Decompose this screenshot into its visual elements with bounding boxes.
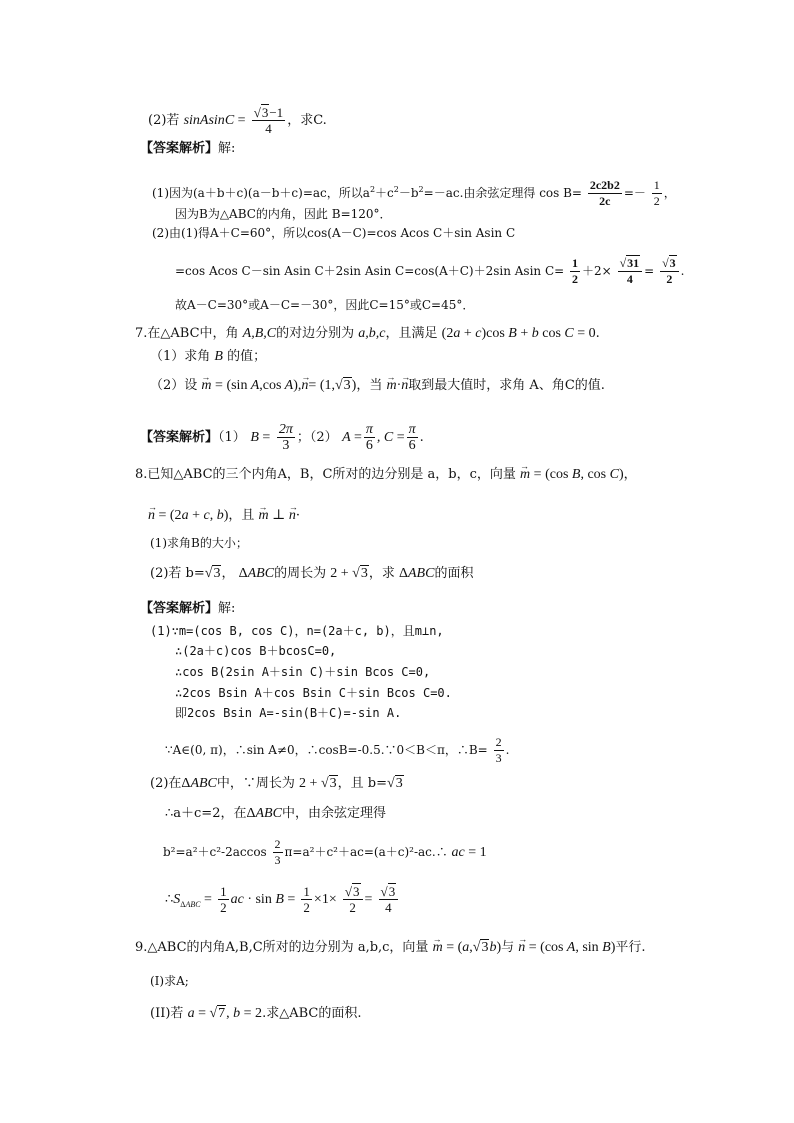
solution-8-line-3: ∴cos B(2sin A＋sin C)＋sin Bcos C=0, bbox=[175, 665, 431, 679]
solution-8-line-7: (2)在ΔABC中，∵周长为 2 + √3，且 b=√3 bbox=[150, 776, 403, 791]
question-8-part-2: (2)若 b=√3， ΔABC的周长为 2 + √3，求 ΔABC的面积 bbox=[150, 566, 474, 581]
solution-line-2: 因为B为△ABC的内角，因此 B=120°． bbox=[175, 207, 392, 221]
fraction: $\frac{1}{2}$ bbox=[220, 884, 227, 915]
fraction: $\frac{√3}{2}$ bbox=[343, 884, 363, 915]
fraction: $\frac{√3-1}{4}$ bbox=[253, 105, 284, 136]
solution-8-line-5: 即2cos Bsin A=-sin(B＋C)=-sin A. bbox=[175, 706, 402, 720]
question-7-part-2: （2）设 → m = (sin A,cos A),→ n= (1,√3)，当 → m·→ n取到最大值时，求角 A、角C的值. bbox=[150, 378, 605, 394]
solution-8-line-1: (1)∵m=(cos B, cos C)，n=(2a＋c, b)，且m⊥n, bbox=[150, 624, 444, 638]
solution-8-line-8: ∴a＋c=2，在ΔABC中，由余弦定理得 bbox=[165, 806, 386, 821]
solution-8-line-10: $\therefore S_{\Delta ABC}$ = $\frac{1}{2}$ ac · sin B = $\frac{1}{2}$ ×1× $\frac{√3}{2}$ = $\frac{√3}{4}$ bbox=[165, 884, 400, 915]
question-7-part-1: （1）求角 B 的值； bbox=[150, 349, 267, 364]
answer-heading: 【答案解析】解: bbox=[140, 141, 236, 156]
fraction: $\frac{√3}{4}$ bbox=[379, 884, 399, 915]
fraction: $\frac{\pi}{6}$ bbox=[365, 422, 373, 453]
solution-line-4: =cos Acos C－sin Asin C＋2sin Asin C=cos(A＋C)＋2sin Asin C= $\frac{1}{2}$ ＋2× $\frac{√31}{4}$ = $\frac{√3}{2}$ . bbox=[175, 256, 685, 286]
question-8-part-1: (1)求角B的大小； bbox=[150, 536, 248, 550]
solution-8-line-2: ∴(2a＋c)cos B＋bcosC=0, bbox=[175, 644, 337, 658]
fraction: $\frac{1}{2}$ bbox=[653, 178, 660, 208]
question-8: 8.已知△ABC的三个内角A，B，C所对的边分别是 a，b，c，向量 → m = (cos B, cos C)， bbox=[135, 467, 637, 483]
fraction: $\frac{√3}{2}$ bbox=[660, 256, 679, 287]
fraction: $\frac{2}{3}$ bbox=[274, 837, 281, 867]
fraction: $\frac{2}{3}$ bbox=[495, 735, 502, 765]
solution-line-1: (1)因为(a＋b＋c)(a－b＋c)=ac，所以$a^2+c^2-b^2=-ac$.由余弦定理得 cos B= $\frac{2c2b2}{2c}$ =－ $\frac{1}{2}$ ， bbox=[152, 178, 676, 208]
equation: sinAsinC = bbox=[183, 113, 246, 128]
fraction: $\frac{\pi}{6}$ bbox=[408, 422, 416, 453]
question-9-part-2: (II)若 a = √7, b = 2.求△ABC的面积. bbox=[150, 1006, 362, 1021]
question-9: 9.△ABC的内角A,B,C所对的边分别为 a,b,c，向量 → m = (a,√3b)与 → n = (cos A, sin B)平行. bbox=[135, 940, 646, 956]
answer-7: 【答案解析】（1） B = $\frac{2\pi}{3}$ ；（2） A = $\frac{\pi}{6}$ , C = $\frac{\pi}{6}$ . bbox=[140, 422, 424, 453]
solution-8-line-6: ∵A∈(0, π)，∴sin A≠0，∴cosB=-0.5.∵0＜B＜π，∴B= $\frac{2}{3}$ . bbox=[165, 735, 510, 765]
fraction: $\frac{2c2b2}{2c}$ bbox=[589, 178, 620, 208]
solution-8-line-9: b²=a²＋c²-2accos $\frac{2}{3}$ π=a²＋c²＋ac=(a＋c)²-ac.∴ ac = 1 bbox=[163, 837, 487, 867]
solution-line-3: (2)由(1)得A＋C=60°，所以cos(A－C)=cos Acos C＋sin Asin C bbox=[152, 226, 516, 240]
answer-8-heading: 【答案解析】解: bbox=[140, 601, 236, 616]
solution-8-line-4: ∴2cos Bsin A＋cos Bsin C＋sin Bcos C=0. bbox=[175, 686, 452, 700]
fraction: $\frac{1}{2}$ bbox=[303, 884, 310, 915]
solution-line-5: 故A－C=30°或A－C=－30°，因此C=15°或C=45°． bbox=[175, 298, 475, 312]
fraction: $\frac{1}{2}$ bbox=[572, 256, 579, 286]
fraction: $\frac{√31}{4}$ bbox=[618, 256, 643, 287]
question-9-part-1: (I)求A; bbox=[150, 974, 189, 988]
question-7: 7.在△ABC中，角 A,B,C的对边分别为 a,b,c，且满足 (2a + c)cos B + b cos C = 0. bbox=[135, 326, 600, 341]
fraction: $\frac{2\pi}{3}$ bbox=[278, 422, 293, 453]
problem-6-part-2: (2)若 sinAsinC = $\frac{√3-1}{4}$ ，求C. bbox=[148, 105, 327, 136]
question-8-line-2: → n = (2a + c, b)，且 → m ⊥ → n· bbox=[148, 508, 300, 524]
